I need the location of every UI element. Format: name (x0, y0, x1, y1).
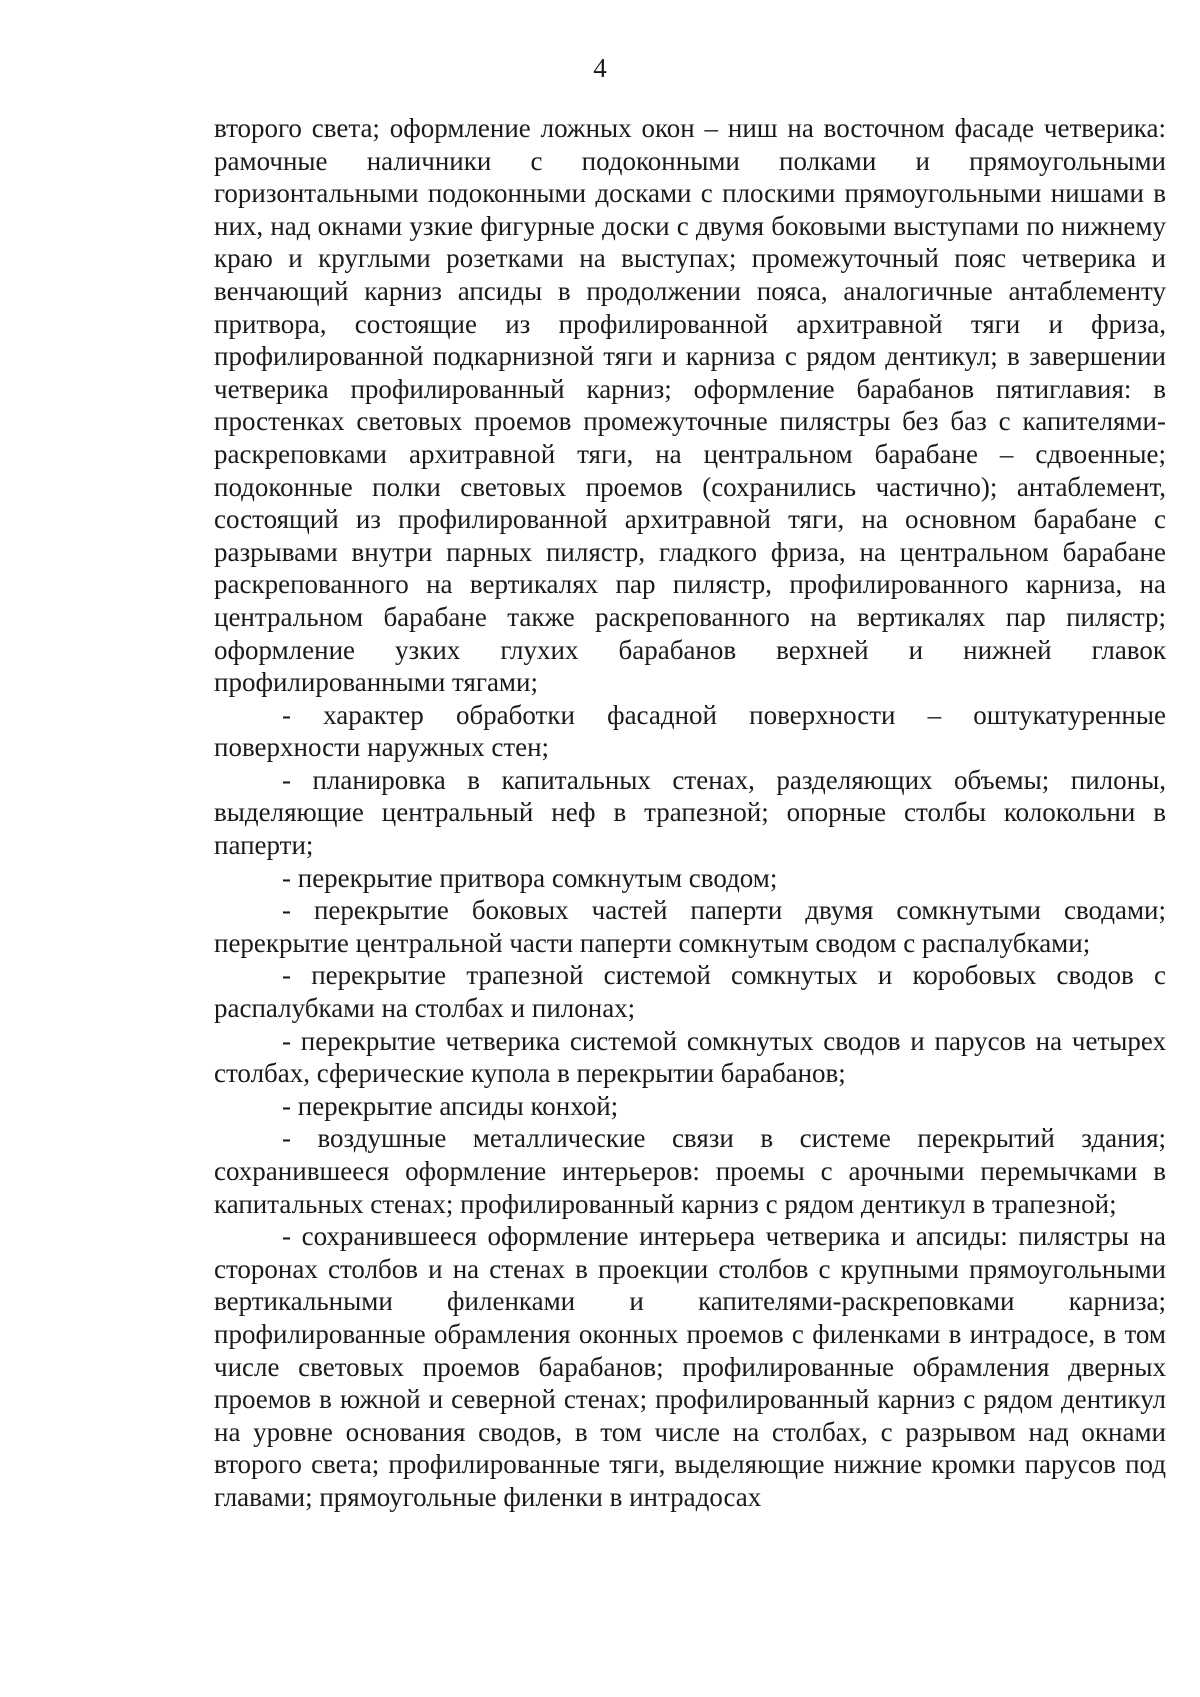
paragraph: - перекрытие боковых частей паперти двумя сомкнутыми сводами; перекрытие центральной части паперти сомкнутым сводом с распалубками; (214, 895, 1166, 958)
document-body (214, 112, 1166, 1514)
paragraph: второго света; оформление ложных окон – ниш на восточном фасаде четверика: рамочные наличники с подоконными полками и прямоугольными горизонтальными подоконными досками с плоскими прямоугольными нишами в них, над окнами узкие фигурные доски с двумя боковыми выступами по нижнему краю и круглыми розетками на выступах; промежуточный пояс четверика и венчающий карниз апсиды в продолжении пояса, аналогичные антаблементу притвора, состоящие из профилированной архитравной тяги и фриза, профилированной подкарнизной тяги и карниза с рядом дентикул; в завершении четверика профилированный карниз; оформление барабанов пятиглавия: в простенках световых проемов промежуточные пилястры без баз с капителями-раскреповками архитравной тяги, на центральном барабане – сдвоенные; подоконные полки световых проемов (сохранились частично); антаблемент, состоящий из профилированной архитравной тяги, на основном барабане с разрывами внутри парных пилястр, гладкого фриза, на центральном барабане раскрепованного на вертикалях пар пилястр, профилированного карниза, на центральном барабане также раскрепованного на вертикалях пар пилястр; оформление узких глухих барабанов верхней и нижней главок профилированными тягами; (214, 113, 1166, 698)
paragraph: - характер обработки фасадной поверхности – оштукатуренные поверхности наружных стен; (214, 699, 1166, 763)
paragraph: - перекрытие трапезной системой сомкнутых и коробовых сводов с распалубками на столбах и пилонах; (214, 960, 1166, 1024)
paragraph: - перекрытие апсиды конхой; (282, 1090, 619, 1121)
page-number: 4 (593, 53, 607, 83)
paragraph: - планировка в капитальных стенах, разделяющих объемы; пилоны, выделяющие центральный неф в трапезной; опорные столбы колокольни в паперти; (214, 764, 1166, 861)
paragraph: - перекрытие четверика системой сомкнутых сводов и парусов на четырех столбах, сферические купола в перекрытии барабанов; (214, 1025, 1166, 1089)
paragraph: - перекрытие притвора сомкнутым сводом; (282, 862, 778, 893)
paragraph: - воздушные металлические связи в системе перекрытий здания; сохранившееся оформление интерьеров: проемы с арочными перемычками в капитальных стенах; профилированный карниз с рядом дентикул в трапезной; (214, 1123, 1166, 1219)
paragraph: - сохранившееся оформление интерьера четверика и апсиды: пилястры на сторонах столбов и на стенах в проекции столбов с крупными прямоугольными вертикальными филенками и капителями-раскреповками карниза; профилированные обрамления оконных проемов с филенками в интрадосе, в том числе световых проемов барабанов; профилированные обрамления дверных проемов в южной и северной стенах; профилированный карниз с рядом дентикул на уровне основания сводов, в том числе на столбах, с разрывом над окнами второго света; профилированные тяги, выделяющие нижние кромки парусов под главами; прямоугольные филенки в интрадосах (214, 1221, 1166, 1512)
